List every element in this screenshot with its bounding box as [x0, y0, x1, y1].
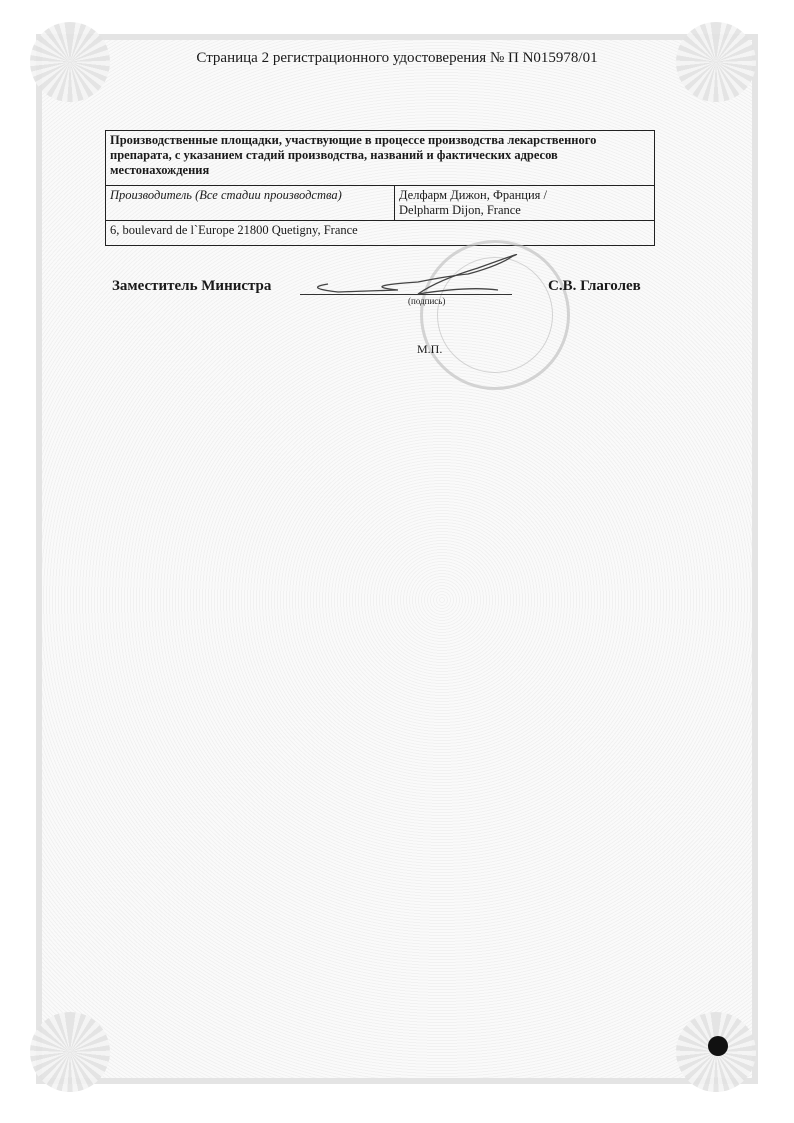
table-heading: Производственные площадки, участвующие в процессе производства лекарственного препарата, с указанием стадий производства, названий и фактических адресов местонахождения	[106, 131, 655, 186]
signatory-name: С.В. Глаголев	[548, 278, 641, 294]
corner-ornament	[30, 1012, 110, 1092]
manufacturer-name-en: Delpharm Dijon, France	[399, 203, 521, 217]
signatory-position: Заместитель Министра	[112, 278, 272, 294]
seal-mark: М.П.	[417, 342, 443, 356]
manufacturer-name-ru: Делфарм Дижон, Франция /	[399, 188, 548, 202]
manufacturer-name	[395, 186, 655, 221]
table-row	[106, 221, 655, 246]
page-title: Страница 2 регистрационного удостоверения № П N015978/01	[196, 50, 598, 66]
signature-caption: (подпись)	[408, 296, 446, 306]
manufacturer-address: 6, boulevard de l`Europe 21800 Quetigny, France	[106, 221, 655, 246]
table-row	[106, 186, 655, 221]
production-sites-table	[105, 130, 655, 246]
manufacturer-role: Производитель (Все стадии производства)	[106, 186, 395, 221]
punch-hole-mark	[708, 1036, 728, 1056]
table-row	[106, 131, 655, 186]
